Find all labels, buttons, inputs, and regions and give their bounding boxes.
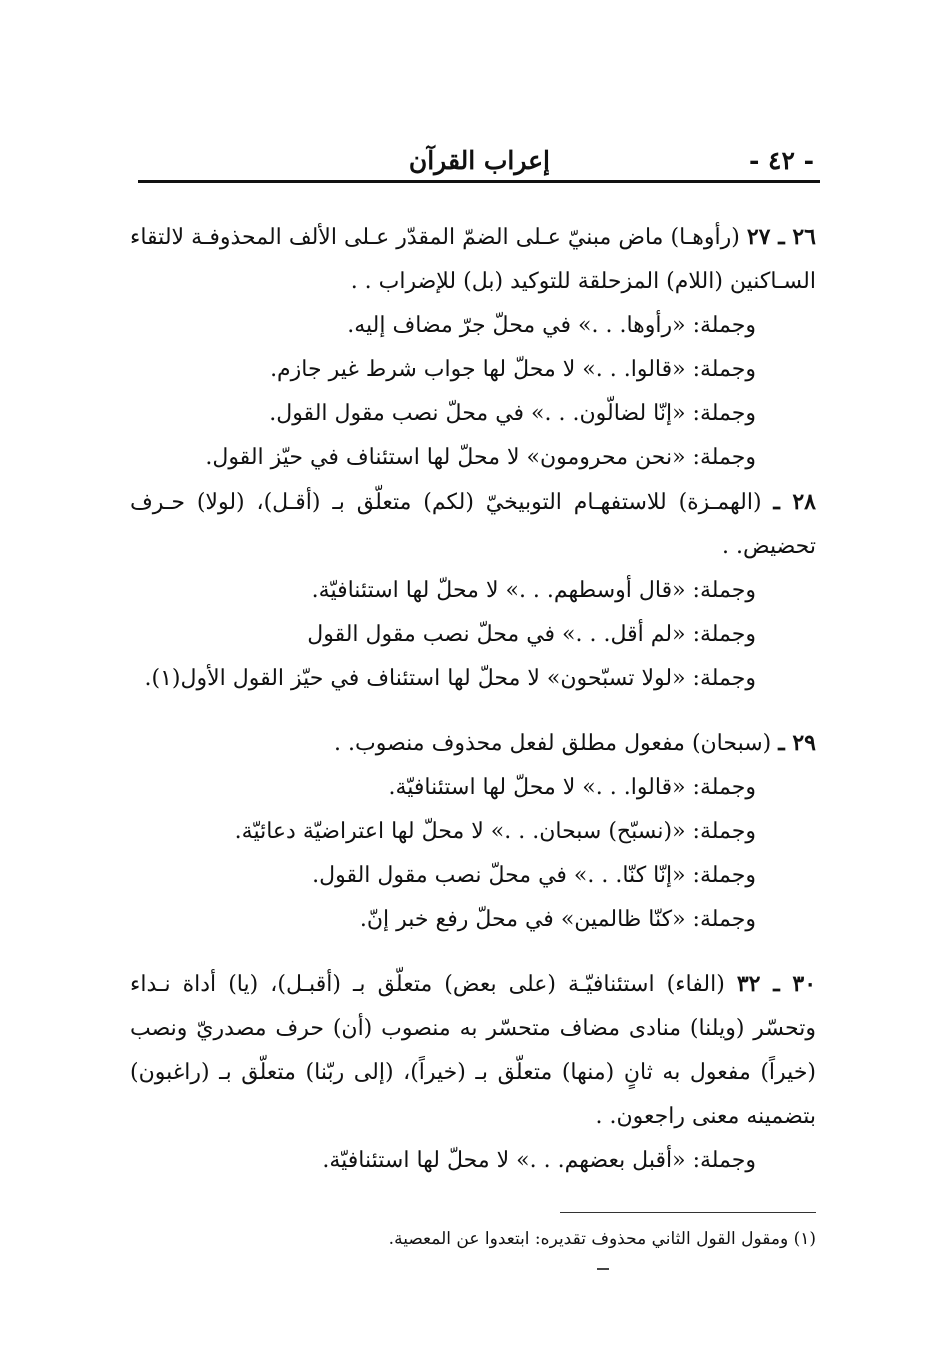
section-text: (رأوهـا) ماض مبنيّ عـلى الضمّ المقدّر عـلى الألف المحذوفـة لالتقاء السـاكنين (اللام) المزحلقة للتوكيد (بل) للإضراب . . [130,225,816,294]
section-text: (سبحان) مفعول مطلق لفعل محذوف منصوب. . [334,731,772,756]
footnote-divider [560,1212,816,1213]
spacer [130,701,816,721]
verse-number: ٢٨ ـ [773,489,816,515]
section-text: (الفاء) استئنافيّـة (على بعض) متعلّق بـ (أقبـل)، (يا) أداة نـداء وتحسّر (ويلنا) منادى مضاف متحسّر به منصوب (أن) حرف مصدريّ ونصب (خيراً) مفعول به ثانٍ (منها) متعلّق بـ (خيراً)، (إلى ربّنا) متعلّق بـ (راغبون) بتضمينه معنى راجعون. . [130,972,816,1129]
sentence-line: وجملة: «إنّا كنّا. . .» في محلّ نصب مقول القول. [312,863,756,888]
sentence-line: وجملة: «أقبل بعضهم. . .» لا محلّ لها استئنافيّة. [322,1148,756,1173]
sentence-line: وجملة: «نحن محرومون» لا محلّ لها استئناف في حيّز القول. [205,445,756,470]
page-body [130,215,816,1183]
page-number: - ٤٢ - [748,146,814,175]
section-26 [130,215,816,304]
verse-number: ٢٩ ـ [778,730,816,756]
verse-number: ٢٦ ـ ٢٧ [746,224,816,250]
footnote: (١) ومقول القول الثاني محذوف تقديره: ابتعدوا عن المعصية. [388,1229,816,1249]
sentence-line: وجملة: «قالوا. . .» لا محلّ لها استئنافيّة. [388,775,756,800]
spacer [130,942,816,962]
book-title: إعراب القرآن [408,146,550,175]
section-text: (الهمـزة) للاستفهـام التوبيخيّ (لكم) متعلّق بـ (أقـل)، (لولا) حـرف تحضيض. . [130,490,816,559]
sentence-line: وجملة: «لولا تسبّحون» لا محلّ لها استئناف في حيّز القول الأول(١). [144,666,756,691]
sentence-line: وجملة: «قال أوسطهم. . .» لا محلّ لها استئنافيّة. [311,578,756,603]
sentence-line: وجملة: «لم أقل. . .» في محلّ نصب مقول القول [307,622,756,647]
section-30 [130,962,816,1139]
page-bottom-mark [597,1268,609,1270]
verse-number: ٣٠ ـ ٣٢ [736,971,817,997]
section-28 [130,480,816,569]
page-header [138,140,820,182]
sentence-line: وجملة: «كنّا ظالمين» في محلّ رفع خبر إنّ. [359,907,756,932]
section-29 [130,721,816,766]
sentence-line: وجملة: «إنّا لضالّون. . .» في محلّ نصب مقول القول. [269,401,756,426]
sentence-line: وجملة: «(نسبّح) سبحان. . .» لا محلّ لها اعتراضيّة دعائيّة. [234,819,756,844]
sentence-line: وجملة: «رأوها. . .» في محلّ جرّ مضاف إليه. [347,313,756,338]
header-divider [138,180,820,183]
sentence-line: وجملة: «قالوا. . .» لا محلّ لها جواب شرط غير جازم. [270,357,756,382]
